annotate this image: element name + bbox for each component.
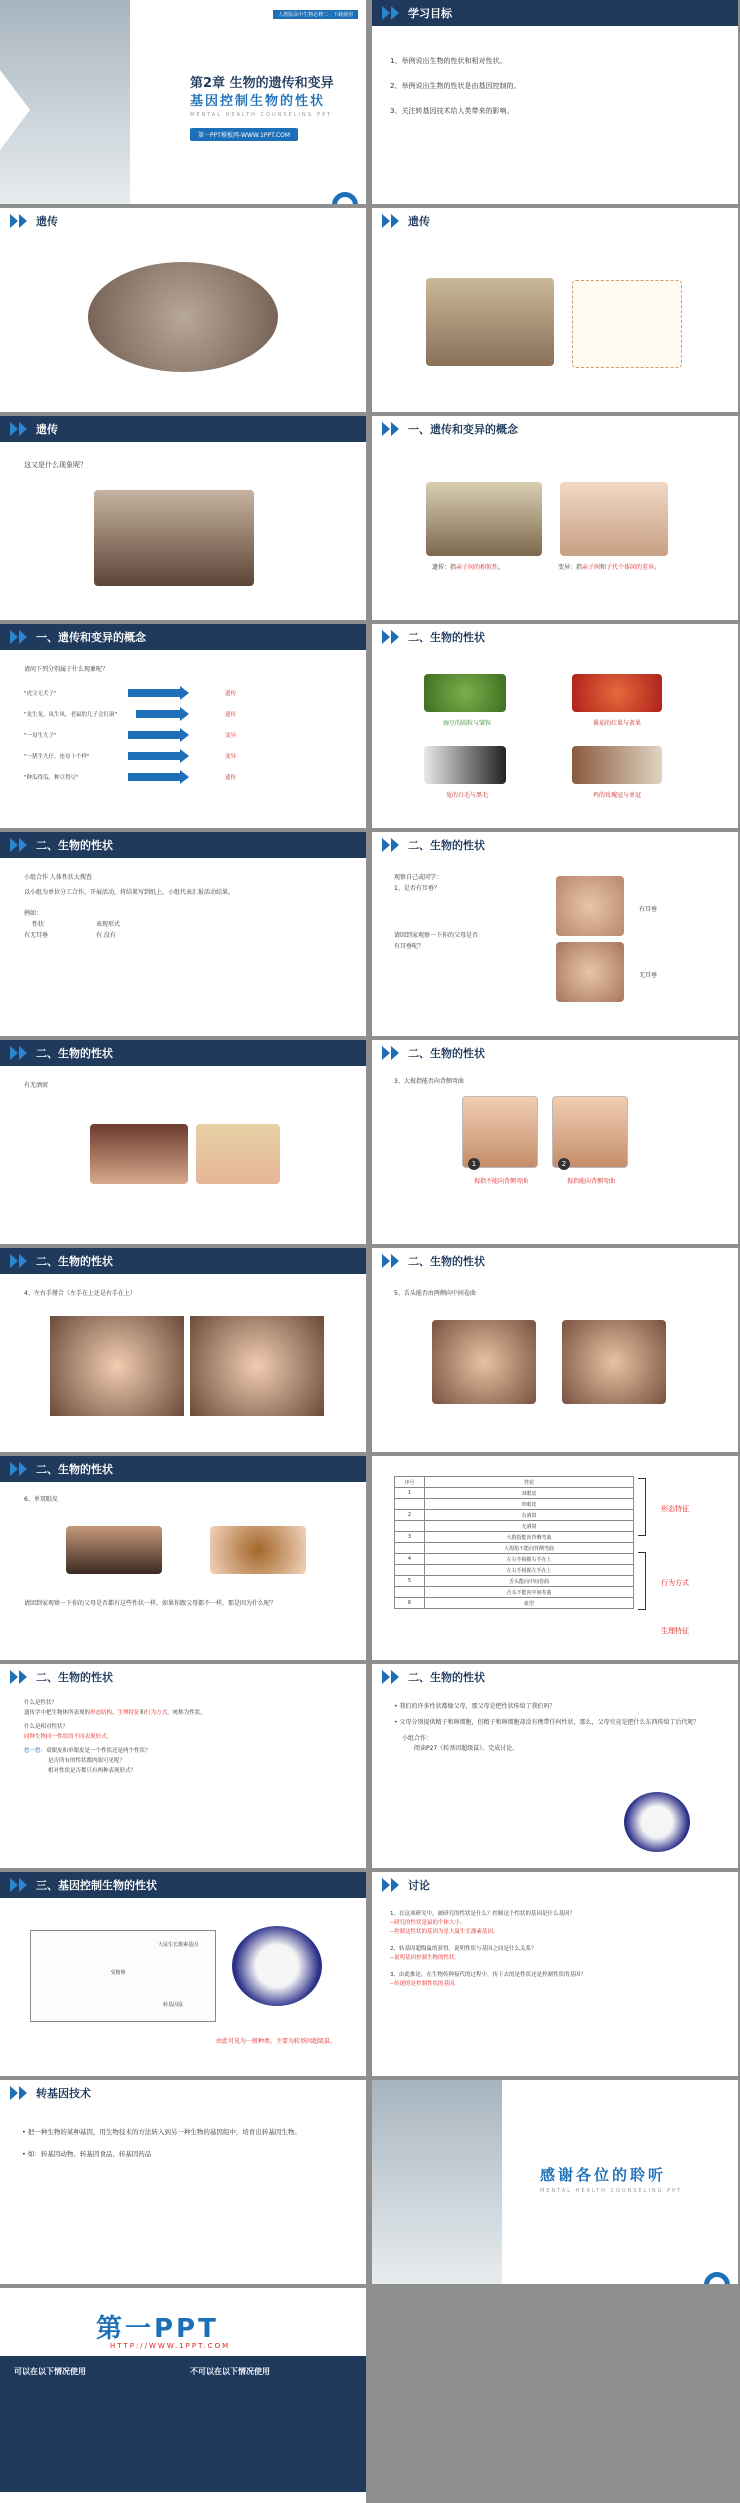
table-row: 舌头不能向中间卷曲 [395, 1587, 634, 1598]
cover-subtitle: 基因控制生物的性状 [190, 94, 326, 109]
slide-concept-1 [372, 416, 738, 620]
arrow-icon [128, 731, 180, 739]
chevron-icon [10, 1046, 28, 1060]
slide-title: 二、生物的性状 [408, 1047, 485, 1060]
activity-title: 小组合作 人体性状大搜查 [24, 874, 92, 881]
caption: 鸡的玫瑰冠与单冠 [592, 792, 641, 799]
slide-header [372, 1248, 738, 1274]
peas-photo [424, 674, 506, 712]
hands-photo-2 [190, 1316, 324, 1416]
slide-title: 二、生物的性状 [36, 1255, 113, 1268]
slide-header [0, 2080, 366, 2106]
question: 观察自己或同学： [394, 874, 443, 881]
slide-header [372, 1664, 738, 1690]
table-row: 4 左右手相握右手在上 [395, 1554, 634, 1565]
slide-header [0, 1456, 366, 1482]
slide-title: 二、生物的性状 [408, 1255, 485, 1268]
allowed-heading: 可以在以下情况使用 [14, 2367, 86, 2376]
double-eyelid-photo [210, 1526, 306, 1574]
chevron-icon [10, 838, 28, 852]
goal-item: 3、关注转基因技术给人类带来的影响。 [390, 107, 514, 115]
caption: 拇指能向背侧弯曲 [566, 1178, 615, 1185]
table-header: 序号 性状 [395, 1477, 634, 1488]
group-task: 阅读P27《转基因超级鼠》，完成讨论。 [414, 1745, 519, 1752]
cover-title: 第2章 生物的遗传和变异 [190, 76, 334, 91]
slide-header [0, 416, 366, 442]
caption: 由此可见为一般种类，主要为转基因超级鼠。 [215, 2038, 336, 2045]
question: 4、左右手掰合（左手在上还是右手在上） [24, 1290, 136, 1297]
list-item: "龙生龙，凤生凤，老鼠的儿子会打洞" 遗传 [24, 703, 354, 724]
chevron-icon [10, 1462, 28, 1476]
slide-concept-2 [0, 624, 366, 828]
caption: 拇指不能向背侧弯曲 [473, 1178, 528, 1185]
slide-title: 遗传 [36, 215, 58, 228]
slide-title: 转基因技术 [36, 2087, 91, 2100]
cover-tag: 人教版高中生物必修二 · 下载使用 [273, 10, 358, 19]
chevron-icon [10, 1878, 28, 1892]
table-row: 2 有酒窝 [395, 1510, 634, 1521]
table-row: 6 血型 [395, 1598, 634, 1609]
question: 什么是性状？ [24, 1700, 58, 1706]
slide-title: 三、基因控制生物的性状 [36, 1879, 157, 1892]
bullet-item: • 父母分别提供精子和卵细胞，但精子和卵细胞却没有携带任何性状，那么，父母究竟是把什么东西传给了后代呢？ [394, 1719, 700, 1726]
question: 3、由此推论，在生物传种接代的过程中，传下去的是性状还是控制性状的基因？ [390, 1972, 587, 1978]
slide-title: 二、生物的性状 [36, 1463, 113, 1476]
slide-header [0, 624, 366, 650]
question: 6、单双眼皮 [24, 1496, 58, 1503]
category-label: 生理特征 [661, 1627, 689, 1635]
mice-photo [624, 1792, 690, 1852]
slide-title: 一、遗传和变异的概念 [408, 423, 518, 436]
category-label: 形态特征 [661, 1505, 689, 1513]
table-row: 无酒窝 [395, 1521, 634, 1532]
arrow-head-icon [180, 707, 189, 721]
goal-item: 1、举例说出生物的性状和相对性状。 [390, 57, 507, 65]
slide-title: 二、生物的性状 [36, 1671, 113, 1684]
slide-header [372, 416, 738, 442]
chevron-icon [10, 422, 28, 436]
thanks-title: 感谢各位的聆听 [540, 2166, 667, 2184]
chevron-icon [10, 1670, 28, 1684]
slide-traits-1 [372, 624, 738, 828]
table-row: 单眼皮 [395, 1499, 634, 1510]
monkey-photo [88, 262, 278, 372]
cover-triangle [0, 70, 30, 150]
question: 有无酒窝 [24, 1082, 49, 1089]
corner-circle [704, 2272, 730, 2284]
disallowed-heading: 不可以在以下情况使用 [190, 2367, 270, 2376]
question: 什么是相对性状？ [24, 1724, 69, 1730]
chevron-icon [382, 214, 400, 228]
bracket [638, 1478, 646, 1536]
slide-header [0, 208, 366, 234]
caption: 番茄的红果与黄果 [592, 720, 641, 727]
arrow-icon [128, 752, 180, 760]
rabbits-photo [424, 746, 506, 784]
slide-dimples [0, 1040, 366, 1244]
list-item: "一母生九子" 变异 [24, 724, 354, 745]
kittens-photo [94, 490, 254, 586]
activity-desc: 以小组为单位分工合作，开展活动，将结果写到纸上，小组代表汇报活动结果。 [24, 889, 235, 896]
example-header: 性状 表现形式 [32, 921, 121, 928]
earlobe-photo [556, 876, 624, 936]
corner-circle [332, 192, 358, 204]
slide-cover [0, 0, 366, 204]
slide-title: 二、生物的性状 [36, 839, 113, 852]
example-label: 例如： [24, 910, 43, 917]
mice-photo [232, 1926, 322, 2006]
think-line: 想一想：双眼皮和单眼皮是一个性状还是两个性状？ [24, 1748, 151, 1754]
question: 3、大拇指能否向背侧弯曲 [394, 1078, 464, 1085]
caption: 兔的白毛与黑毛 [445, 792, 488, 799]
no-earlobe-photo [556, 942, 624, 1002]
earlobe-label: 有耳垂 [638, 906, 657, 913]
slide-title: 二、生物的性状 [408, 839, 485, 852]
question-text: 这又是什么现象呢？ [24, 461, 87, 469]
single-eyelid-photo [66, 1526, 162, 1574]
question: 1、在这项研究中，被研究的性状是什么？控制这个性状的基因是什么基因？ [390, 1911, 576, 1917]
chevron-icon [382, 1254, 400, 1268]
think-line: 相对性状是否都只有两种表现形式？ [48, 1768, 137, 1774]
arrow-icon [136, 710, 180, 718]
chevron-icon [382, 1046, 400, 1060]
question: 5、舌头能否由两侧向中间卷曲 [394, 1290, 476, 1297]
slide-title: 一、遗传和变异的概念 [36, 631, 146, 644]
number-badge: 1 [468, 1158, 480, 1170]
table-row: 大拇指不能向背侧弯曲 [395, 1543, 634, 1554]
hands-photo-1 [50, 1316, 184, 1416]
slide-traits-table [372, 1456, 738, 1660]
example-row: 有无耳垂 有 没有 [24, 932, 116, 939]
chevron-icon [10, 2086, 28, 2100]
paragraph: 请回到家观察一下你的父母是否都有这些性状一样，如果你跟父母都不一样，那是因为什么呢？ [24, 1600, 277, 1607]
chevron-icon [382, 6, 400, 20]
category-label: 行为方式 [661, 1579, 689, 1587]
roosters-photo [572, 746, 662, 784]
slide-thanks [372, 2080, 738, 2284]
slide-gmo [0, 2080, 366, 2284]
slide-title: 讨论 [408, 1879, 430, 1892]
slide-header [372, 832, 738, 858]
tongue-photo-2 [562, 1320, 666, 1404]
bullet-item: • 把一种生物的某种基因，用生物技术的方法转入到另一种生物的基因组中，培育出转基因生物。 [22, 2128, 301, 2136]
definition: 同种生物同一性状的不同表现形式。 [24, 1734, 113, 1740]
bullet-item: • 我们的许多性状都像父母，那父母是把性状传给了我们吗？ [394, 1703, 556, 1710]
ppt-logo: 第一PPT [96, 2314, 219, 2344]
slide-thumb [372, 1040, 738, 1244]
arrow-head-icon [180, 728, 189, 742]
slide-header [372, 208, 738, 234]
slide-header [372, 1872, 738, 1898]
slide-tongue [372, 1248, 738, 1452]
twins-photo [560, 482, 668, 556]
table-row: 3 大拇指能向背侧弯曲 [395, 1532, 634, 1543]
cover-link[interactable]: 第一PPT模板网-WWW.1PPT.COM [190, 128, 298, 141]
slide-trait-definition [0, 1664, 366, 1868]
question: 请回到家观察一下你的父母是否 [394, 932, 479, 939]
table-row: 左右手相握左手在上 [395, 1565, 634, 1576]
question: 有耳垂呢？ [394, 943, 425, 950]
slide-header [0, 1040, 366, 1066]
diagram-label: 大鼠生长激素基因 [157, 1942, 198, 1948]
diagram-label: 转基因鼠 [162, 2002, 183, 2008]
experiment-diagram [30, 1930, 216, 2022]
slide-title: 遗传 [408, 215, 430, 228]
chevron-icon [382, 1670, 400, 1684]
table-row: 1 双眼皮 [395, 1488, 634, 1499]
goal-item: 2、举例说出生物的性状是由基因控制的。 [390, 82, 521, 90]
arrow-icon [128, 773, 180, 781]
tongue-photo-1 [432, 1320, 536, 1404]
slide-gene-control [0, 1872, 366, 2076]
slide-goals [372, 0, 738, 204]
answer: --控制这性状的基因为是大鼠生长激素基因。 [390, 1929, 499, 1935]
tomatoes-photo [572, 674, 662, 712]
diagram-label: 受精卵 [110, 1970, 126, 1976]
caption: 豌豆的圆粒与皱粒 [442, 720, 491, 727]
slide-header [0, 1872, 366, 1898]
slide-title: 二、生物的性状 [408, 631, 485, 644]
arrow-icon [128, 689, 180, 697]
slide-ad [0, 2288, 366, 2503]
slide-header [372, 0, 738, 26]
site-url[interactable]: HTTP://WWW.1PPT.COM [110, 2342, 231, 2350]
think-line: 是否所有的性状都肉眼可见呢？ [48, 1758, 126, 1764]
list-item: "种瓜得瓜，种豆得豆" 遗传 [24, 766, 354, 787]
no-earlobe-label: 无耳垂 [638, 972, 657, 979]
slide-earlobe [372, 832, 738, 1036]
phenomena-list [24, 682, 354, 787]
chevron-icon [382, 630, 400, 644]
slide-title: 遗传 [36, 423, 58, 436]
dimple-photo-1 [90, 1124, 188, 1184]
slide-hands [0, 1248, 366, 1452]
chevron-icon [10, 214, 28, 228]
definition: 遗传学中把生物体所表现的形态结构、生理特征和行为方式，统称为性状。 [24, 1710, 206, 1716]
slide-header [0, 1664, 366, 1690]
slide-traits-2 [0, 832, 366, 1036]
table-row: 5 舌头能向中间卷曲 [395, 1576, 634, 1587]
slide-heredity-1 [0, 208, 366, 412]
chevron-icon [10, 630, 28, 644]
traits-table [394, 1476, 634, 1609]
arrow-head-icon [180, 770, 189, 784]
chevron-icon [10, 1254, 28, 1268]
slide-header [0, 832, 366, 858]
question: 2、转基因超级鼠的获得，说明性状与基因之间是什么关系？ [390, 1946, 537, 1952]
slide-title: 二、生物的性状 [36, 1047, 113, 1060]
list-item: "虎父无犬子" 遗传 [24, 682, 354, 703]
usage-footer [0, 2356, 366, 2492]
list-item: "一猪生九仔，连母十个样" 变异 [24, 745, 354, 766]
answer: --说明基因控制生物的性状。 [390, 1955, 460, 1961]
clone-diagram [572, 280, 682, 368]
chevron-icon [382, 838, 400, 852]
slide-heredity-3 [0, 416, 366, 620]
bullet-item: • 如：转基因动物、转基因食品、转基因药品 [22, 2150, 152, 2158]
dimple-photo-2 [196, 1124, 280, 1184]
chevron-icon [382, 1878, 400, 1892]
group-label: 小组合作： [402, 1735, 433, 1742]
slide-title: 学习目标 [408, 7, 452, 20]
cover-english: MENTAL HEALTH COUNSELING PPT [190, 112, 333, 118]
slide-header [372, 624, 738, 650]
answer: --研究的性状是鼠的个体大小。 [390, 1920, 466, 1926]
sheep-photo [426, 278, 554, 366]
concept-line-1: 遗传：指亲子间的相似性。 [432, 564, 505, 571]
arrow-head-icon [180, 749, 189, 763]
slide-title: 二、生物的性状 [408, 1671, 485, 1684]
slide-header [372, 1040, 738, 1066]
number-badge: 2 [558, 1158, 570, 1170]
slide-traits-inheritance [372, 1664, 738, 1868]
question: 1、是否有耳垂？ [394, 885, 440, 892]
slide-header [0, 1248, 366, 1274]
chevron-icon [382, 422, 400, 436]
bracket [638, 1552, 646, 1610]
concept-line-2: 变异：指亲子间和子代个体间的差异。 [558, 564, 661, 571]
thanks-english: MENTAL HEALTH COUNSELING PPT [540, 2188, 683, 2194]
slide-discussion [372, 1872, 738, 2076]
arrow-head-icon [180, 686, 189, 700]
intro-text: 请问下列分别属于什么现象呢？ [24, 666, 109, 673]
slide-eyelids [0, 1456, 366, 1660]
horse-riders-photo [426, 482, 542, 556]
answer: --传递的是控制性状的基因。 [390, 1981, 460, 1987]
lab-photo [372, 2080, 502, 2284]
slide-heredity-2 [372, 208, 738, 412]
